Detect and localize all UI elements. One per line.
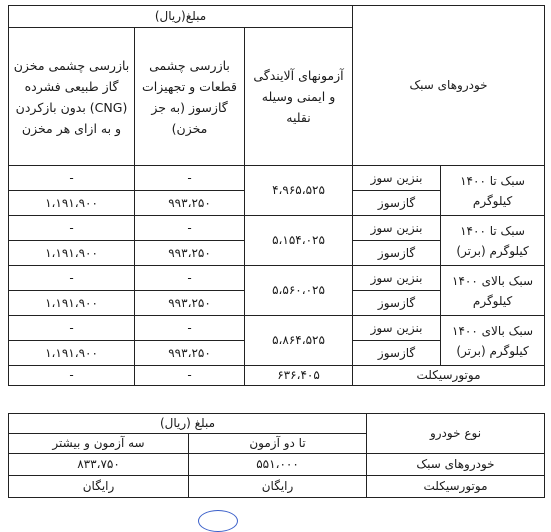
cng-fee-cell: - bbox=[9, 166, 135, 191]
tests-fee-cell: ۴،۹۶۵،۵۲۵ bbox=[245, 166, 353, 216]
category-cell: سبک تا ۱۴۰۰ کیلوگرم bbox=[441, 166, 545, 216]
parts-fee-cell: ۹۹۳،۲۵۰ bbox=[135, 241, 245, 266]
motorcycle-cng-fee: - bbox=[9, 366, 135, 386]
parts-fee-cell: - bbox=[135, 316, 245, 341]
two-tests-fee: رایگان bbox=[189, 476, 367, 498]
fuel-cell: بنزین سوز bbox=[353, 316, 441, 341]
cng-fee-cell: - bbox=[9, 316, 135, 341]
stamp-mark bbox=[198, 510, 238, 532]
fuel-cell: گازسوز bbox=[353, 191, 441, 216]
col-parts-header: بازرسی چشمی قطعات و تجهیزات گازسوز (به جز مخزن) bbox=[135, 28, 245, 166]
parts-fee-cell: ۹۹۳،۲۵۰ bbox=[135, 191, 245, 216]
cng-fee-cell: - bbox=[9, 266, 135, 291]
cng-fee-cell: ۱،۱۹۱،۹۰۰ bbox=[9, 291, 135, 316]
fuel-cell: بنزین سوز bbox=[353, 266, 441, 291]
vehicle-type-header: نوع خودرو bbox=[367, 414, 545, 454]
fee-table-main bbox=[8, 5, 545, 386]
three-tests-fee: ۸۳۳،۷۵۰ bbox=[9, 454, 189, 476]
cng-fee-cell: - bbox=[9, 216, 135, 241]
motorcycle-parts-fee: - bbox=[135, 366, 245, 386]
parts-fee-cell: - bbox=[135, 216, 245, 241]
category-cell: سبک بالای ۱۴۰۰ کیلوگرم (برتر) bbox=[441, 316, 545, 366]
motorcycle-tests-fee: ۶۳۶،۴۰۵ bbox=[245, 366, 353, 386]
parts-fee-cell: - bbox=[135, 166, 245, 191]
vehicle-type-cell: خودروهای سبک bbox=[367, 454, 545, 476]
fuel-cell: گازسوز bbox=[353, 341, 441, 366]
category-cell: سبک تا ۱۴۰۰ کیلوگرم (برتر) bbox=[441, 216, 545, 266]
vehicle-type-cell: موتورسیکلت bbox=[367, 476, 545, 498]
fuel-cell: بنزین سوز bbox=[353, 166, 441, 191]
motorcycle-label: موتورسیکلت bbox=[353, 366, 545, 386]
category-cell: سبک بالای ۱۴۰۰ کیلوگرم bbox=[441, 266, 545, 316]
amount-header: مبلغ(ریال) bbox=[9, 6, 353, 28]
tests-fee-cell: ۵،۱۵۴،۰۲۵ bbox=[245, 216, 353, 266]
parts-fee-cell: ۹۹۳،۲۵۰ bbox=[135, 341, 245, 366]
col-tests-header: آزمونهای آلایندگی و ایمنی وسیله نقلیه bbox=[245, 28, 353, 166]
fuel-cell: بنزین سوز bbox=[353, 216, 441, 241]
col-three-tests-header: سه آزمون و بیشتر bbox=[9, 434, 189, 454]
fee-table-retest bbox=[8, 413, 545, 498]
cng-fee-cell: ۱،۱۹۱،۹۰۰ bbox=[9, 241, 135, 266]
fuel-cell: گازسوز bbox=[353, 241, 441, 266]
three-tests-fee: رایگان bbox=[9, 476, 189, 498]
col-cng-header: بازرسی چشمی مخزن گاز طبیعی فشرده (CNG) بدون بازکردن و به ازای هر مخزن bbox=[9, 28, 135, 166]
parts-fee-cell: ۹۹۳،۲۵۰ bbox=[135, 291, 245, 316]
tests-fee-cell: ۵،۸۶۴،۵۲۵ bbox=[245, 316, 353, 366]
vehicle-header: خودروهای سبک bbox=[353, 6, 545, 166]
tests-fee-cell: ۵،۵۶۰،۰۲۵ bbox=[245, 266, 353, 316]
two-tests-fee: ۵۵۱،۰۰۰ bbox=[189, 454, 367, 476]
cng-fee-cell: ۱،۱۹۱،۹۰۰ bbox=[9, 341, 135, 366]
parts-fee-cell: - bbox=[135, 266, 245, 291]
cng-fee-cell: ۱،۱۹۱،۹۰۰ bbox=[9, 191, 135, 216]
fuel-cell: گازسوز bbox=[353, 291, 441, 316]
col-two-tests-header: تا دو آزمون bbox=[189, 434, 367, 454]
amount-header: مبلغ (ریال) bbox=[9, 414, 367, 434]
